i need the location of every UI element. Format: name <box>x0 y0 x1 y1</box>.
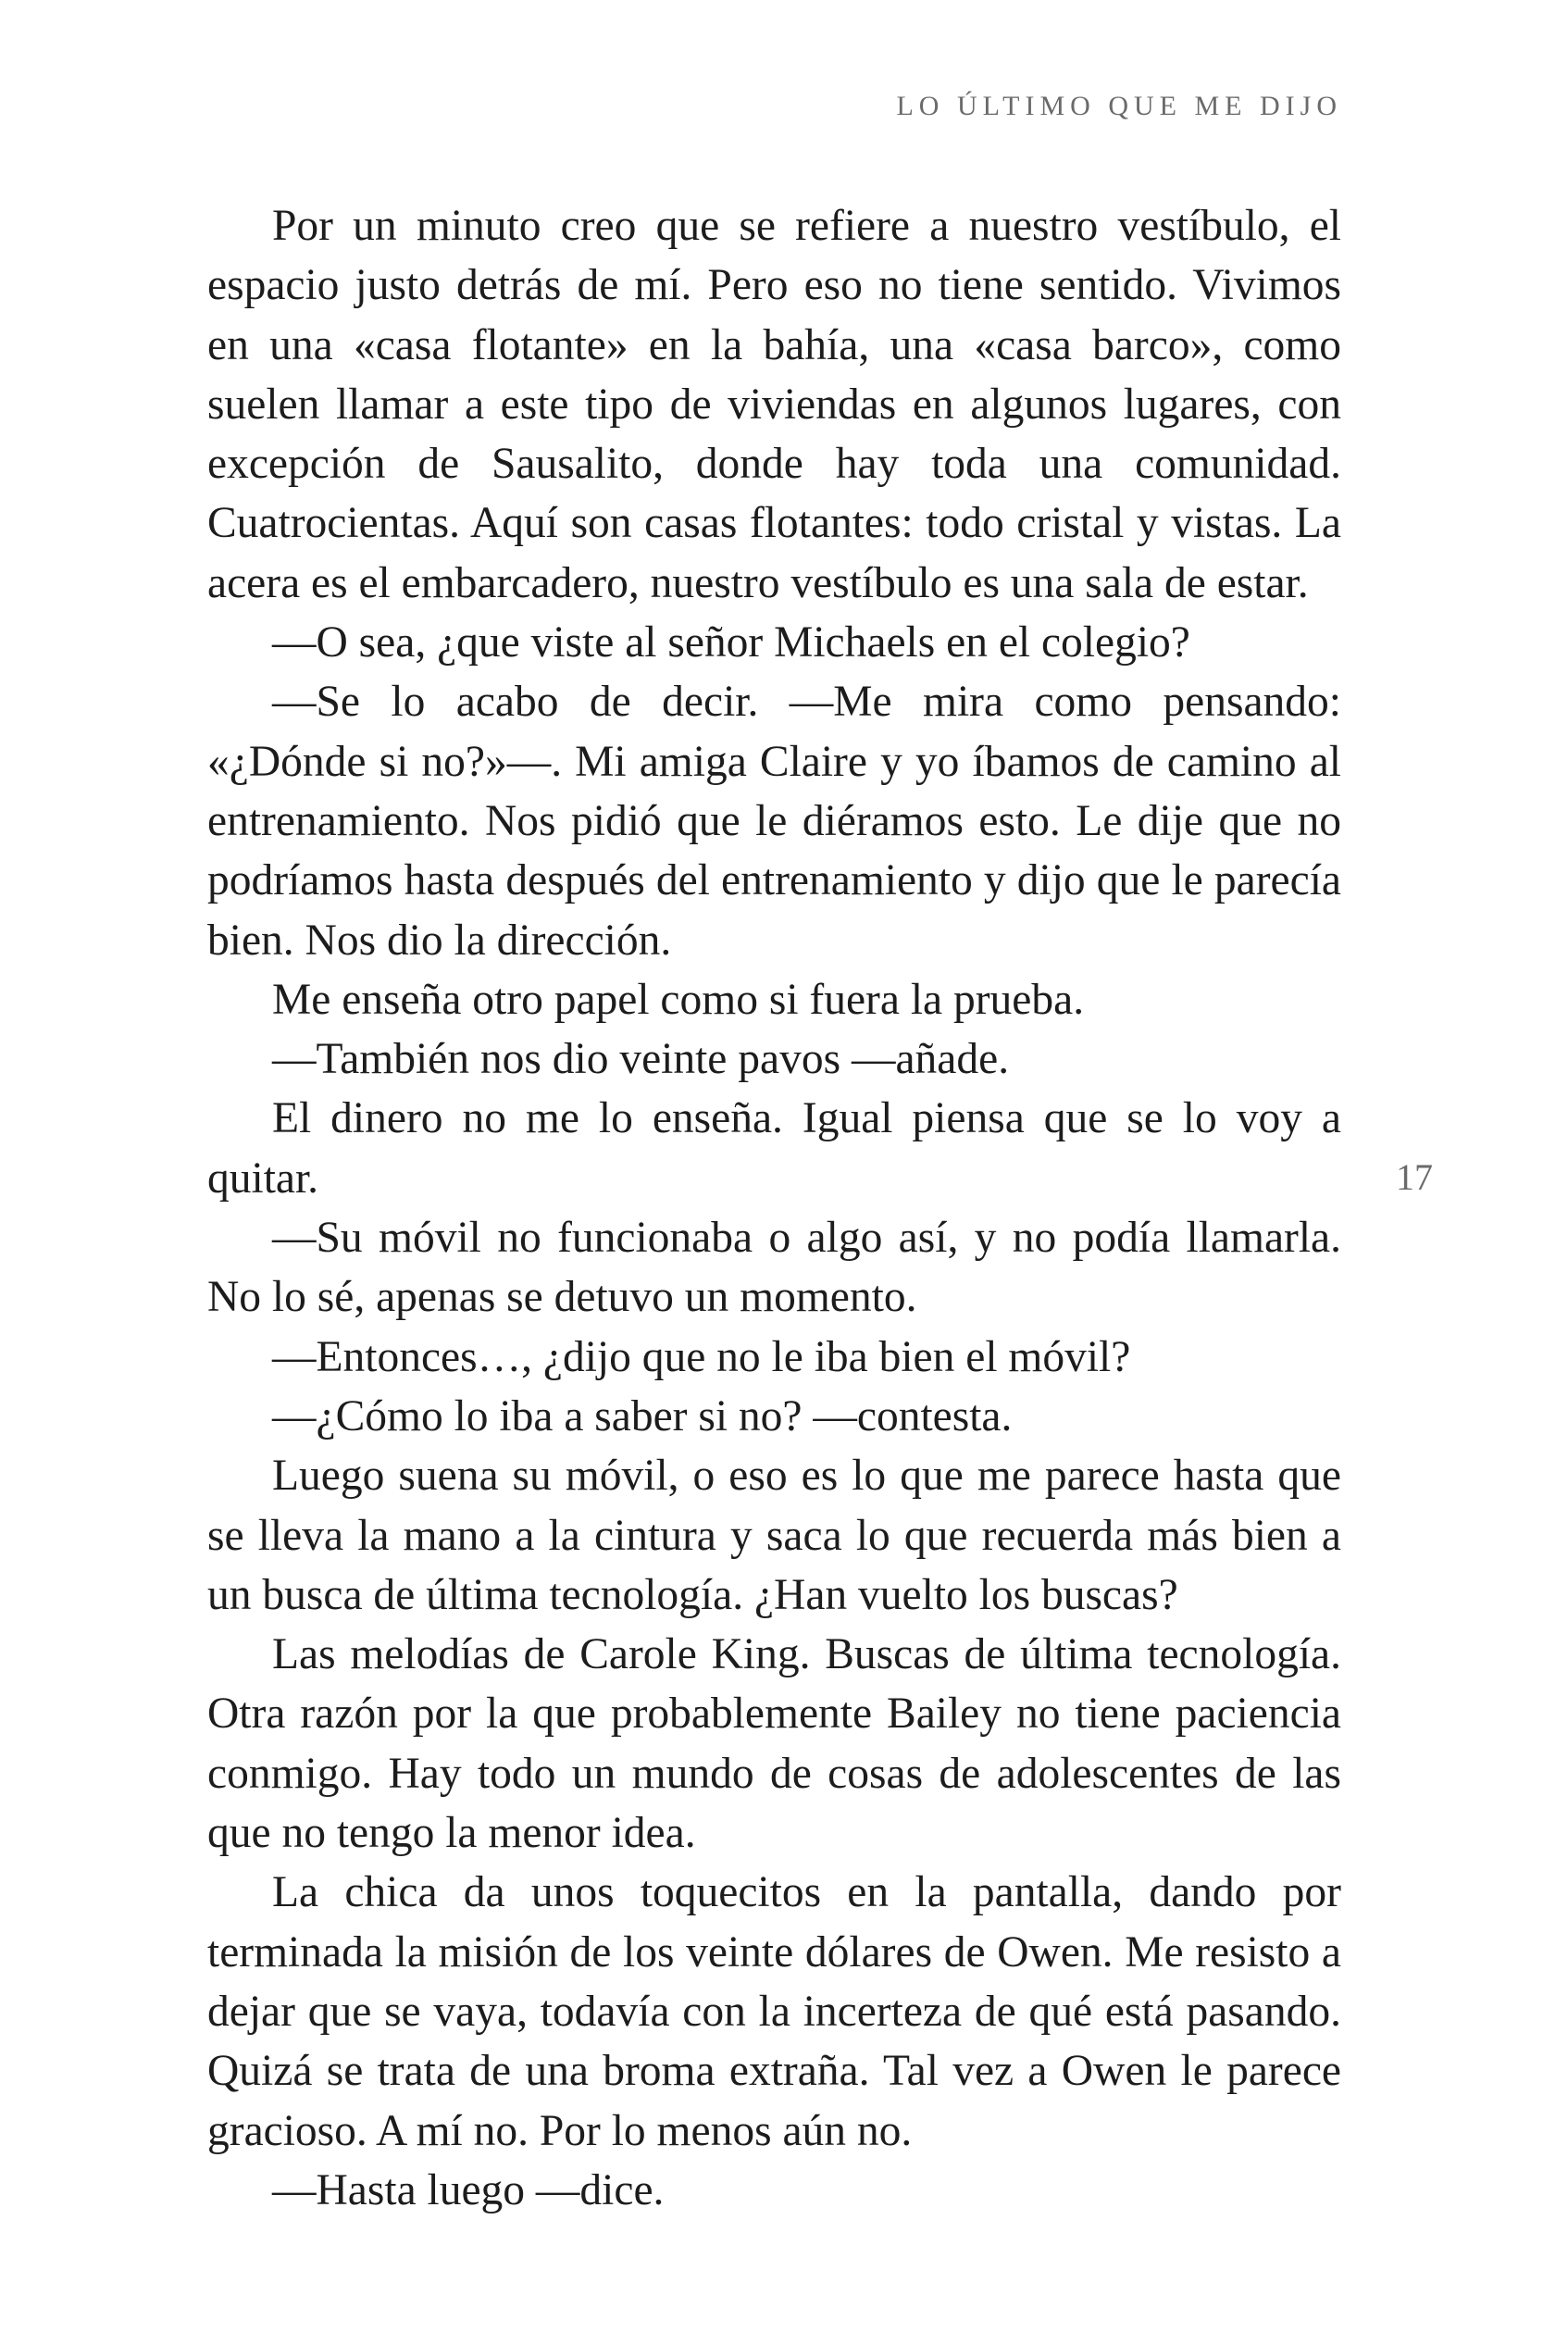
paragraph: Luego suena su móvil, o eso es lo que me parece hasta que se lleva la mano a la cintura y saca lo que recuerda más bien a un busca de última tecnología. ¿Han vuelto los buscas? <box>207 1452 1341 1619</box>
paragraph: —Se lo acabo de decir. —Me mira como pensando: «¿Dónde si no?»—. Mi amiga Claire y yo íbamos de camino al entrenamiento. Nos pidió que le diéramos esto. Le dije que no podríamos hasta después del entrenamiento y dijo que le parecía bien. Nos dio la dirección. <box>207 678 1341 965</box>
body-text <box>207 196 1341 2220</box>
paragraph: —Hasta luego —dice. <box>272 2165 665 2214</box>
paragraph: Me enseña otro papel como si fuera la prueba. <box>272 975 1085 1024</box>
paragraph: —Su móvil no funcionaba o algo así, y no podía llamarla. No lo sé, apenas se detuvo un momento. <box>207 1214 1341 1322</box>
page-number: 17 <box>1396 1156 1433 1198</box>
paragraph: Por un minuto creo que se refiere a nuestro vestíbulo, el espacio justo detrás de mí. Pero eso no tiene sentido. Vivimos en una «casa flotante» en la bahía, una «casa barco», como suelen llamar a este tipo de viviendas en algunos lugares, con excepción de Sausalito, donde hay toda una comunidad. Cuatrocientas. Aquí son casas flotantes: todo cristal y vistas. La acera es el embarcadero, nuestro vestíbulo es una sala de estar. <box>207 202 1341 607</box>
paragraph: —También nos dio veinte pavos —añade. <box>272 1035 1010 1084</box>
paragraph: —O sea, ¿que viste al señor Michaels en el colegio? <box>272 618 1190 667</box>
running-header: LO ÚLTIMO QUE ME DIJO <box>896 91 1342 121</box>
paragraph: Las melodías de Carole King. Buscas de última tecnología. Otra razón por la que probablemente Bailey no tiene paciencia conmigo. Hay todo un mundo de cosas de adolescentes de las que no tengo la menor idea. <box>207 1630 1341 1858</box>
paragraph: —¿Cómo lo iba a saber si no? —contesta. <box>272 1391 1013 1440</box>
paragraph: El dinero no me lo enseña. Igual piensa que se lo voy a quitar. <box>207 1094 1341 1203</box>
paragraph: La chica da unos toquecitos en la pantalla, dando por terminada la misión de los veinte dólares de Owen. Me resisto a dejar que se vaya, todavía con la incerteza de qué está pasando. Quizá se trata de una broma extraña. Tal vez a Owen le parece gracioso. A mí no. Por lo menos aún no. <box>207 1868 1341 2155</box>
paragraph: —Entonces…, ¿dijo que no le iba bien el móvil? <box>272 1332 1131 1381</box>
